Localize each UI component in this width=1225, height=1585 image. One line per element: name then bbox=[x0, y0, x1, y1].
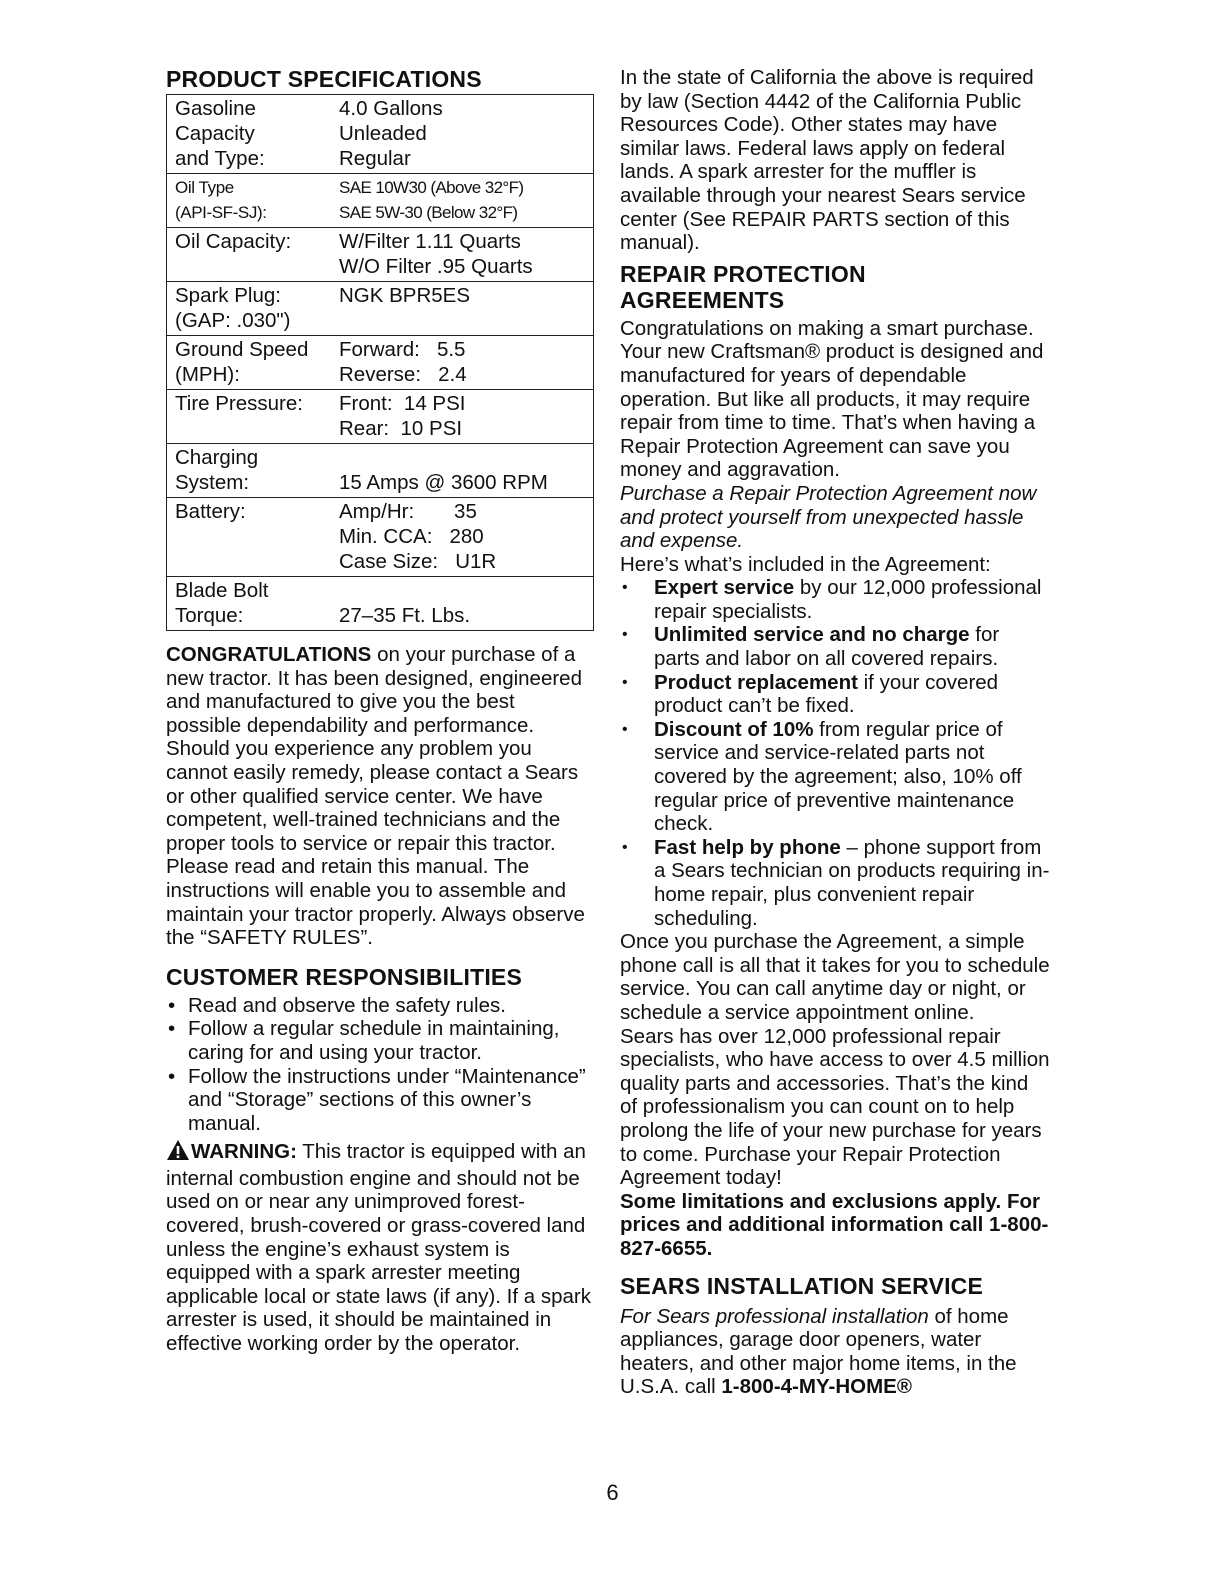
specs-table bbox=[166, 94, 594, 631]
install-text: of home appliances, garage door openers, water heaters, and other major home items, in the U.S.A. call bbox=[620, 1304, 1017, 1399]
list-item bbox=[620, 576, 1050, 623]
item-text: for parts and labor on all covered repairs. bbox=[654, 623, 1000, 671]
left-column bbox=[166, 66, 594, 1356]
list-item bbox=[620, 623, 1050, 670]
spec-value-line: Front: 14 PSI bbox=[339, 392, 466, 415]
spec-key-line: Torque: bbox=[175, 604, 244, 627]
california-paragraph: In the state of California the above is required by law (Section 4442 of the California Public Resources Code). Other states may have similar laws. Federal laws apply on federal lands. A spark arrester for the muffler is available through your nearest Sears service center (See REPAIR PARTS section of this manual). bbox=[620, 66, 1034, 255]
list-item: • Follow a regular schedule in maintaining, caring for and using your tractor. bbox=[166, 1017, 594, 1064]
item-text: by our 12,000 professional repair specialists. bbox=[654, 576, 1042, 623]
spec-value bbox=[325, 577, 594, 631]
spec-value-line: Unleaded bbox=[339, 122, 427, 145]
list-item: • Follow the instructions under “Maintenance” and “Storage” sections of this owner’s manual. bbox=[166, 1065, 594, 1136]
item-bold: Fast help by phone bbox=[654, 835, 841, 859]
customer-title: CUSTOMER RESPONSIBILITIES bbox=[166, 963, 523, 990]
specialists-paragraph: Sears has over 12,000 professional repair specialists, who have access to over 4.5 million quality parts and accessories. That’s the kind of professionalism you can count on to help prolong the life of your new purchase for years to come. Purchase your Repair Protection Agreement today! bbox=[620, 1024, 1050, 1190]
spec-value-line: Min. CCA: 280 bbox=[339, 525, 484, 548]
spec-value-line: Regular bbox=[339, 147, 411, 170]
repair-italic: Purchase a Repair Protection Agreement now and protect yourself from unexpected hassle and expense. bbox=[620, 481, 1037, 553]
table-row bbox=[167, 174, 594, 228]
table-row bbox=[167, 577, 594, 631]
page-number: 6 bbox=[606, 1480, 619, 1505]
spec-key-line: Gasoline bbox=[175, 97, 256, 120]
repair-intro: Congratulations on making a smart purchase. Your new Craftsman® product is designed and manufactured for years of dependable operation. But like all products, it may require repair from time to time. That’s when having a Repair Protection Agreement can save you money and aggravation. bbox=[620, 316, 1044, 482]
spec-value bbox=[325, 228, 594, 282]
spec-key bbox=[167, 498, 326, 577]
limitations-note: Some limitations and exclusions apply. For prices and additional information call 1-800-827-6655. bbox=[620, 1189, 1049, 1260]
spec-value bbox=[325, 95, 594, 174]
spec-key-line: and Type: bbox=[175, 147, 265, 170]
list-item bbox=[620, 671, 1050, 718]
spec-key-line: (API-SF-SJ): bbox=[175, 203, 267, 222]
right-column bbox=[620, 66, 1050, 1399]
warning-paragraph bbox=[166, 1139, 594, 1355]
table-row bbox=[167, 336, 594, 390]
item-bold: Expert service bbox=[654, 576, 795, 600]
spec-key bbox=[167, 336, 326, 390]
spec-key bbox=[167, 390, 326, 444]
list-item: • Read and observe the safety rules. bbox=[166, 994, 594, 1018]
spec-key-line: Spark Plug: bbox=[175, 284, 281, 307]
spec-key-line bbox=[175, 254, 325, 279]
item-bold: Discount of 10% bbox=[654, 717, 814, 741]
spec-value-line: Forward: 5.5 bbox=[339, 338, 466, 361]
spec-value bbox=[325, 390, 594, 444]
table-row bbox=[167, 498, 594, 577]
spec-key-line: Oil Capacity: bbox=[175, 230, 292, 253]
spec-value-line: 27–35 Ft. Lbs. bbox=[339, 604, 471, 627]
item-bold: Unlimited service and no charge bbox=[654, 623, 970, 647]
spec-value-line: 4.0 Gallons bbox=[339, 97, 443, 120]
table-row bbox=[167, 444, 594, 498]
repair-title-line2: AGREEMENTS bbox=[620, 286, 785, 313]
table-row bbox=[167, 282, 594, 336]
manual-paragraph: Please read and retain this manual. The instructions will enable you to assemble and maintain your tractor properly. Always observe the “SAFETY RULES”. bbox=[166, 855, 585, 950]
spec-value bbox=[325, 282, 594, 336]
spec-value-line: Case Size: U1R bbox=[339, 550, 497, 573]
repair-title bbox=[620, 261, 1050, 313]
spec-key-line bbox=[175, 549, 325, 574]
warning-triangle-icon bbox=[166, 1139, 190, 1167]
spec-key-line: Ground Speed bbox=[175, 338, 309, 361]
spec-value-line: NGK BPR5ES bbox=[339, 284, 471, 307]
spec-key-line bbox=[175, 416, 325, 441]
spec-value bbox=[325, 444, 594, 498]
spec-key-line: Charging bbox=[175, 446, 259, 469]
install-paragraph bbox=[620, 1305, 1050, 1399]
table-row bbox=[167, 390, 594, 444]
install-italic: For Sears professional installation bbox=[620, 1304, 929, 1328]
spec-value-line: Amp/Hr: 35 bbox=[339, 500, 477, 523]
spec-value-line: SAE 10W30 (Above 32°F) bbox=[339, 178, 524, 197]
spec-key bbox=[167, 282, 326, 336]
item-bold: Product replacement bbox=[654, 670, 858, 694]
item-text: – phone support from a Sears technician on products requiring in-home repair, plus convenient repair scheduling. bbox=[654, 835, 1050, 930]
spec-value bbox=[325, 498, 594, 577]
spec-value bbox=[325, 174, 594, 228]
spec-key-line: (GAP: .030") bbox=[175, 309, 291, 332]
list-item bbox=[620, 836, 1050, 930]
spec-key-line: Oil Type bbox=[175, 178, 234, 197]
table-row bbox=[167, 95, 594, 174]
repair-title-line1: REPAIR PROTECTION bbox=[620, 260, 866, 287]
congrats-lead: CONGRATULATIONS bbox=[166, 643, 372, 666]
spec-key-line: Battery: bbox=[175, 500, 246, 523]
install-phone: 1-800-4-MY-HOME® bbox=[721, 1375, 912, 1399]
spec-value-line: Reverse: 2.4 bbox=[339, 363, 467, 386]
agreement-list bbox=[620, 576, 1050, 930]
spec-key bbox=[167, 174, 326, 228]
customer-list bbox=[166, 994, 594, 1136]
specs-title: PRODUCT SPECIFICATIONS bbox=[166, 66, 482, 92]
spec-key bbox=[167, 444, 326, 498]
item-text: from regular price of service and service-related parts not covered by the agreement; also, 10% off regular price of preventive maintenance check. bbox=[654, 717, 1022, 836]
spec-key-line: Tire Pressure: bbox=[175, 392, 303, 415]
spec-value-line: Rear: 10 PSI bbox=[339, 417, 463, 440]
agreement-call-paragraph: Once you purchase the Agreement, a simple phone call is all that it takes for you to schedule service. You can call anytime day or night, or schedule a service appointment online. bbox=[620, 930, 1050, 1024]
spec-key bbox=[167, 228, 326, 282]
spec-value bbox=[325, 336, 594, 390]
item-text: if your covered product can’t be fixed. bbox=[654, 670, 999, 718]
spec-key-line: (MPH): bbox=[175, 363, 240, 386]
warning-text: This tractor is equipped with an internal combustion engine and should not be used on or near any unimproved forest-covered, brush-covered or grass-covered land unless the engine’s exhaust system is equipped with a spark arrester meeting applicable local or state laws (if any). If a spark arrester is used, it should be maintained in effective working order by the operator. bbox=[166, 1140, 591, 1356]
spec-key-line bbox=[175, 524, 325, 549]
spec-key-line: Blade Bolt bbox=[175, 579, 269, 602]
congrats-paragraph bbox=[166, 643, 594, 737]
spec-value-line: SAE 5W-30 (Below 32°F) bbox=[339, 203, 518, 222]
spec-value-line bbox=[339, 578, 587, 603]
warning-lead: WARNING: bbox=[191, 1140, 297, 1164]
spec-value-line bbox=[339, 445, 587, 470]
spec-value-line: 15 Amps @ 3600 RPM bbox=[339, 471, 548, 494]
spec-key-line: Capacity bbox=[175, 122, 255, 145]
congrats-text: on your purchase of a new tractor. It has been designed, engineered and manufactured to give you the best possible dependability and performance. bbox=[166, 643, 582, 737]
spec-key bbox=[167, 577, 326, 631]
install-title: SEARS INSTALLATION SERVICE bbox=[620, 1272, 984, 1299]
spec-key bbox=[167, 95, 326, 174]
table-row bbox=[167, 228, 594, 282]
spec-key-line: System: bbox=[175, 471, 250, 494]
spec-value-line bbox=[339, 308, 587, 333]
list-item bbox=[620, 718, 1050, 836]
service-paragraph: Should you experience any problem you cannot easily remedy, please contact a Sears or other qualified service center. We have competent, well-trained technicians and the proper tools to service or repair this tractor. bbox=[166, 737, 579, 855]
spec-value-line: W/O Filter .95 Quarts bbox=[339, 255, 533, 278]
included-heading: Here’s what’s included in the Agreement: bbox=[620, 552, 991, 576]
spec-value-line: W/Filter 1.11 Quarts bbox=[339, 230, 521, 253]
